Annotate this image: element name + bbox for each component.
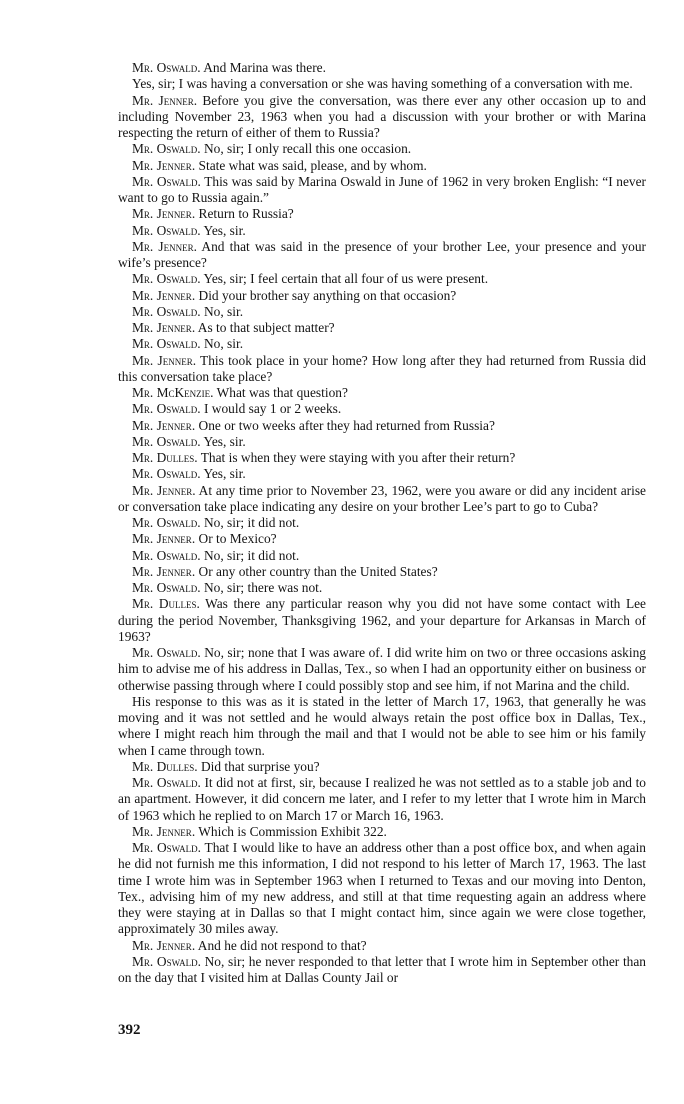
speech-text: Yes, sir; I was having a conversation or she was having something of a conversation with me. bbox=[132, 76, 633, 92]
speaker-name: Mr. Jenner. bbox=[132, 531, 196, 547]
testimony-paragraph bbox=[118, 694, 646, 759]
speech-text: No, sir. bbox=[203, 336, 244, 352]
speech-text: And Marina was there. bbox=[203, 60, 326, 75]
speech-text: This took place in your home? How long after they had returned from Russia did this conversation take place? bbox=[118, 352, 646, 384]
testimony-paragraph bbox=[118, 60, 646, 76]
speaker-name: Mr. Oswald. bbox=[132, 547, 201, 563]
testimony-paragraph bbox=[118, 564, 646, 580]
speaker-name: Mr. Oswald. bbox=[132, 271, 201, 287]
speech-text: At any time prior to November 23, 1962, were you aware or did any incident arise or conversation take place indicating any desire on your brother Lee’s part to go to Cuba? bbox=[118, 482, 646, 514]
testimony-paragraph bbox=[118, 938, 646, 954]
speech-text: His response to this was as it is stated in the letter of March 17, 1963, that generally he was moving and it was not settled and he would always retain the post office box in Dallas, Tex., where I might reach him through the mail and that I would not be able to see him or his family when I came through town. bbox=[118, 693, 646, 758]
testimony-paragraph bbox=[118, 434, 646, 450]
testimony-paragraph bbox=[118, 336, 646, 352]
testimony-paragraph bbox=[118, 418, 646, 434]
testimony-paragraph bbox=[118, 239, 646, 272]
testimony-paragraph bbox=[118, 596, 646, 645]
speaker-name: Mr. Oswald. bbox=[132, 775, 201, 790]
speaker-name: Mr. McKenzie. bbox=[132, 385, 214, 400]
testimony-paragraph bbox=[118, 824, 646, 840]
speaker-name: Mr. Jenner. bbox=[132, 352, 197, 368]
speaker-name: Mr. Oswald. bbox=[132, 60, 201, 75]
testimony-paragraph bbox=[118, 223, 646, 239]
speech-text: Before you give the conversation, was there ever any other occasion up to and including November 23, 1963 when you had a discussion with your brother or with Marina respecting the return of either of them to Russia? bbox=[118, 92, 646, 140]
speaker-name: Mr. Jenner. bbox=[132, 482, 196, 498]
testimony-paragraph bbox=[118, 174, 646, 207]
speaker-name: Mr. Jenner. bbox=[132, 92, 198, 108]
speech-text: What was that question? bbox=[216, 385, 348, 400]
speech-text: Did your brother say anything on that occasion? bbox=[198, 287, 457, 303]
page-number: 392 bbox=[118, 1022, 141, 1038]
testimony-paragraph bbox=[118, 141, 646, 157]
speaker-name: Mr. Oswald. bbox=[132, 840, 202, 855]
speaker-name: Mr. Oswald. bbox=[132, 466, 201, 482]
testimony-paragraph bbox=[118, 288, 646, 304]
speaker-name: Mr. Oswald. bbox=[132, 401, 201, 417]
testimony-paragraph bbox=[118, 206, 646, 222]
speech-text: That I would like to have an address other than a post office box, and when again he did not furnish me this information, I did not respond to his letter of March 17, 1963. The last time I wrote him was in September 1963 when I returned to Texas and our moving into Denton, Tex., advising him of my new address, and still at that time requesting again an address where they were staying at in Dallas so that I might contact him, since again we were close together, approximately 30 miles away. bbox=[118, 840, 646, 937]
testimony-paragraph bbox=[118, 483, 646, 516]
speech-text: Or to Mexico? bbox=[198, 531, 277, 547]
testimony-paragraph bbox=[118, 466, 646, 482]
speaker-name: Mr. Jenner. bbox=[132, 563, 196, 579]
speaker-name: Mr. Jenner. bbox=[132, 320, 196, 335]
speech-text: Yes, sir; I feel certain that all four of us were present. bbox=[203, 271, 489, 287]
testimony-paragraph bbox=[118, 76, 646, 92]
speaker-name: Mr. Jenner. bbox=[132, 823, 196, 839]
speech-text: Did that surprise you? bbox=[200, 758, 320, 774]
testimony-paragraph bbox=[118, 320, 646, 336]
speech-text: No, sir; he never responded to that letter that I wrote him in September other than on the day that I visited him at Dallas County Jail or bbox=[118, 953, 646, 985]
testimony-paragraph bbox=[118, 759, 646, 775]
speech-text: No, sir; there was not. bbox=[203, 580, 323, 595]
speech-text: Yes, sir. bbox=[203, 222, 246, 238]
speaker-name: Mr. Oswald. bbox=[132, 173, 201, 189]
speaker-name: Mr. Oswald. bbox=[132, 645, 201, 660]
speaker-name: Mr. Oswald. bbox=[132, 141, 201, 157]
transcript-body bbox=[118, 60, 646, 986]
speaker-name: Mr. Oswald. bbox=[132, 303, 201, 319]
speaker-name: Mr. Oswald. bbox=[132, 580, 201, 595]
testimony-paragraph bbox=[118, 271, 646, 287]
speech-text: Was there any particular reason why you did not have some contact with Lee during the period November, Thanksgiving 1962, and your departure for Arkansas in March of 1963? bbox=[118, 596, 647, 644]
speech-text: This was said by Marina Oswald in June of 1962 in very broken English: “I never want to go to Russia again.” bbox=[118, 173, 647, 205]
speech-text: Or any other country than the United States? bbox=[198, 563, 438, 579]
speaker-name: Mr. Jenner. bbox=[132, 206, 196, 222]
speech-text: One or two weeks after they had returned from Russia? bbox=[198, 417, 495, 433]
speech-text: That is when they were staying with you after their return? bbox=[200, 450, 516, 465]
speaker-name: Mr. Oswald. bbox=[132, 222, 201, 238]
speaker-name: Mr. Jenner. bbox=[132, 417, 196, 433]
speech-text: As to that subject matter? bbox=[197, 320, 335, 335]
speech-text: No, sir; it did not. bbox=[203, 547, 300, 563]
speaker-name: Mr. Oswald. bbox=[132, 515, 201, 530]
testimony-paragraph bbox=[118, 775, 646, 824]
testimony-paragraph bbox=[118, 840, 646, 938]
testimony-paragraph bbox=[118, 645, 646, 694]
testimony-paragraph bbox=[118, 158, 646, 174]
speech-text: And he did not respond to that? bbox=[197, 937, 367, 953]
speaker-name: Mr. Dulles. bbox=[132, 758, 198, 774]
speech-text: Yes, sir. bbox=[203, 433, 246, 449]
testimony-paragraph bbox=[118, 93, 646, 142]
speaker-name: Mr. Oswald. bbox=[132, 336, 201, 352]
testimony-paragraph bbox=[118, 450, 646, 466]
speech-text: Which is Commission Exhibit 322. bbox=[198, 823, 387, 839]
speech-text: Yes, sir. bbox=[203, 466, 246, 482]
speech-text: No, sir; I only recall this one occasion. bbox=[203, 141, 412, 157]
speech-text: I would say 1 or 2 weeks. bbox=[203, 401, 342, 417]
speech-text: And that was said in the presence of your brother Lee, your presence and your wife’s presence? bbox=[118, 238, 646, 270]
testimony-paragraph bbox=[118, 353, 646, 386]
speech-text: State what was said, please, and by whom. bbox=[198, 157, 427, 173]
speaker-name: Mr. Oswald. bbox=[132, 953, 201, 969]
testimony-paragraph bbox=[118, 401, 646, 417]
speaker-name: Mr. Oswald. bbox=[132, 433, 201, 449]
speaker-name: Mr. Dulles. bbox=[132, 450, 198, 465]
speech-text: Return to Russia? bbox=[198, 206, 294, 222]
speech-text: No, sir; it did not. bbox=[203, 515, 300, 530]
speaker-name: Mr. Jenner. bbox=[132, 157, 196, 173]
testimony-paragraph bbox=[118, 580, 646, 596]
testimony-paragraph bbox=[118, 515, 646, 531]
speech-text: No, sir. bbox=[203, 303, 244, 319]
testimony-paragraph bbox=[118, 304, 646, 320]
testimony-paragraph bbox=[118, 531, 646, 547]
speaker-name: Mr. Jenner. bbox=[132, 238, 197, 254]
speech-text: No, sir; none that I was aware of. I did write him on two or three occasions asking him to advise me of his address in Dallas, Tex., so when I had an opportunity either on business or otherwise passing through where I could possibly stop and see him, if not Marina and the child. bbox=[118, 645, 646, 693]
testimony-paragraph bbox=[118, 954, 646, 987]
speaker-name: Mr. Jenner. bbox=[132, 937, 196, 953]
testimony-paragraph bbox=[118, 385, 646, 401]
speech-text: It did not at first, sir, because I realized he was not settled as to a stable job and to an apartment. However, it did concern me later, and I refer to my letter that I wrote him in March of 1963 which he replied to on March 17 or March 16, 1963. bbox=[118, 775, 646, 823]
speaker-name: Mr. Jenner. bbox=[132, 287, 196, 303]
testimony-paragraph bbox=[118, 548, 646, 564]
speaker-name: Mr. Dulles. bbox=[132, 596, 200, 612]
